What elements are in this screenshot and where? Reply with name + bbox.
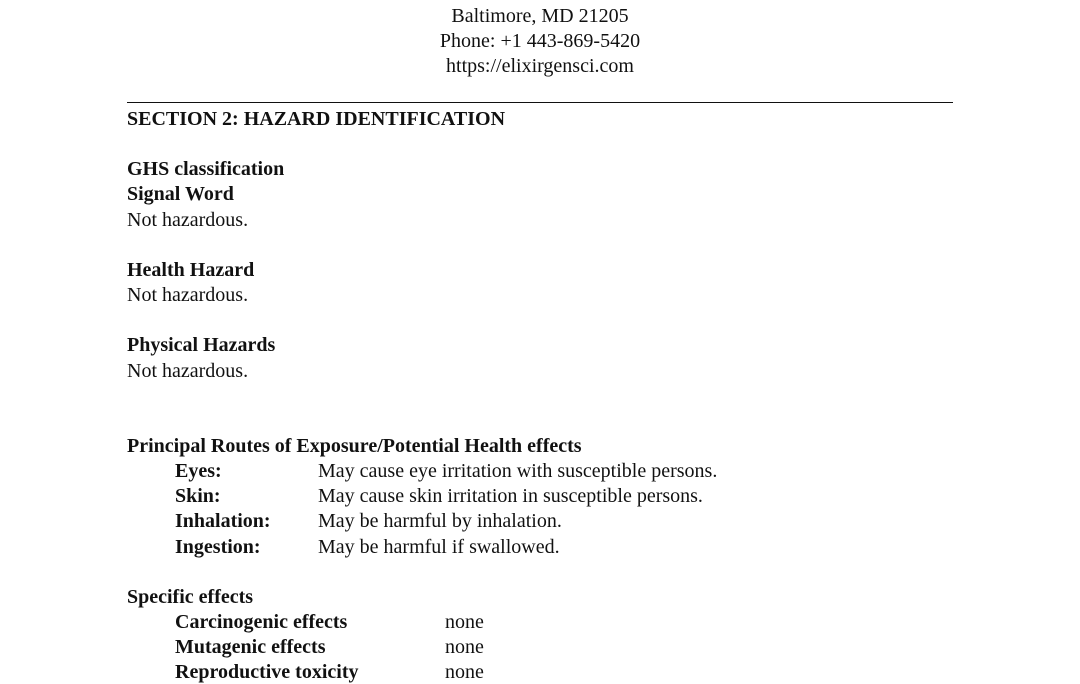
route-text-ingestion: May be harmful if swallowed. bbox=[318, 536, 560, 558]
address-city-line: Baltimore, MD 21205 bbox=[451, 5, 629, 27]
route-text-skin: May cause skin irritation in susceptible persons. bbox=[318, 485, 703, 507]
effect-value-reproductive: none bbox=[445, 661, 484, 683]
website-url: https://elixirgensci.com bbox=[446, 55, 634, 77]
section-title: SECTION 2: HAZARD IDENTIFICATION bbox=[127, 108, 506, 130]
section-divider bbox=[127, 102, 953, 103]
effect-label-reproductive: Reproductive toxicity bbox=[175, 661, 359, 683]
signal-word-label: Signal Word bbox=[127, 183, 234, 205]
route-label-eyes: Eyes: bbox=[175, 460, 222, 482]
routes-heading: Principal Routes of Exposure/Potential Health effects bbox=[127, 435, 582, 457]
route-label-skin: Skin: bbox=[175, 485, 221, 507]
route-text-eyes: May cause eye irritation with susceptible persons. bbox=[318, 460, 718, 482]
effect-label-carcinogenic: Carcinogenic effects bbox=[175, 611, 348, 633]
ghs-classification-heading: GHS classification bbox=[127, 158, 285, 180]
specific-effects-heading: Specific effects bbox=[127, 586, 254, 608]
signal-word-value: Not hazardous. bbox=[127, 209, 249, 231]
health-hazard-value: Not hazardous. bbox=[127, 284, 249, 306]
physical-hazards-heading: Physical Hazards bbox=[127, 334, 276, 356]
effect-value-carcinogenic: none bbox=[445, 611, 484, 633]
route-label-ingestion: Ingestion: bbox=[175, 536, 261, 558]
phone-line: Phone: +1 443-869-5420 bbox=[439, 30, 641, 52]
effect-label-mutagenic: Mutagenic effects bbox=[175, 636, 326, 658]
route-label-inhalation: Inhalation: bbox=[175, 510, 271, 532]
physical-hazards-value: Not hazardous. bbox=[127, 360, 249, 382]
health-hazard-heading: Health Hazard bbox=[127, 259, 255, 281]
effect-value-mutagenic: none bbox=[445, 636, 484, 658]
route-text-inhalation: May be harmful by inhalation. bbox=[318, 510, 562, 532]
